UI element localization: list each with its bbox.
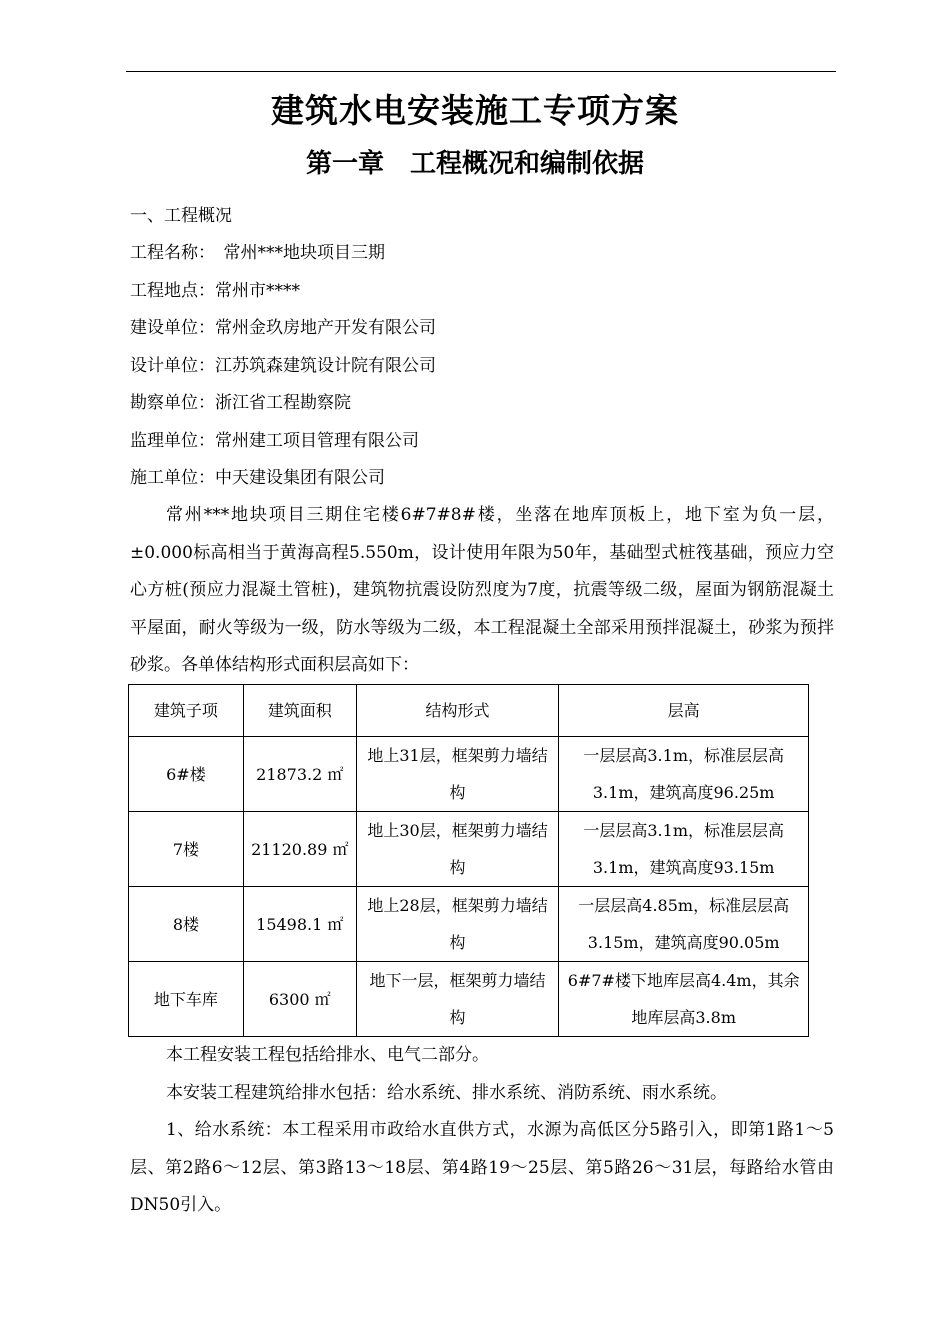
table-cell: 6#楼 [129, 737, 244, 812]
table-cell: 地上31层，框架剪力墙结构 [356, 737, 559, 812]
info-row-designer [130, 353, 436, 379]
table-cell: 6300 ㎡ [243, 962, 356, 1037]
info-row-contractor [130, 465, 385, 491]
info-label: 工程名称： [130, 243, 207, 263]
header-rule [126, 71, 836, 72]
table-cell: 地下车库 [129, 962, 244, 1037]
table-cell: 地下一层，框架剪力墙结构 [356, 962, 559, 1037]
info-row-project-name [130, 240, 385, 266]
header-cell: 层高 [559, 685, 809, 737]
info-row-surveyor [130, 390, 351, 416]
info-label: 监理单位： [130, 431, 215, 451]
info-value: 浙江省工程勘察院 [215, 393, 351, 413]
table-cell: 7楼 [129, 812, 244, 887]
info-value: 江苏筑森建筑设计院有限公司 [215, 356, 436, 376]
table-cell: 一层层高3.1m，标准层层高3.1m，建筑高度93.15m [559, 812, 809, 887]
chapter-heading: 第一章 工程概况和编制依据 [305, 149, 644, 179]
info-value: 常州市**** [215, 281, 300, 301]
info-label: 建设单位： [130, 318, 215, 338]
info-label: 设计单位： [130, 356, 215, 376]
table-row [129, 887, 809, 962]
building-spec-table [128, 684, 809, 1037]
document-title: 建筑水电安装施工专项方案 [271, 91, 679, 130]
info-label: 施工单位： [130, 468, 215, 488]
header-cell: 结构形式 [356, 685, 559, 737]
table-cell: 一层层高4.85m，标准层层高3.15m，建筑高度90.05m [559, 887, 809, 962]
table-cell: 8楼 [129, 887, 244, 962]
water-systems-paragraph: 本安装工程建筑给排水包括：给水系统、排水系统、消防系统、雨水系统。 [166, 1083, 727, 1103]
info-value: 常州建工项目管理有限公司 [215, 431, 419, 451]
info-value: 中天建设集团有限公司 [215, 468, 385, 488]
install-scope-paragraph: 本工程安装工程包括给排水、电气二部分。 [166, 1045, 489, 1065]
table-cell: 21120.89 ㎡ [243, 812, 356, 887]
table-cell: 6#7#楼下地库层高4.4m，其余地库层高3.8m [559, 962, 809, 1037]
info-row-supervisor [130, 428, 419, 454]
table-cell: 地上30层，框架剪力墙结构 [356, 812, 559, 887]
table-header-row [129, 685, 809, 737]
table-row [129, 737, 809, 812]
water-supply-paragraph: 1、给水系统：本工程采用市政给水直供方式，水源为高低区分5路引入，即第1路1～5层、第2路6～12层、第3路13～18层、第4路19～25层、第5路26～31层，每路给水管由DN50引入。 [130, 1120, 834, 1215]
overview-paragraph: 常州***地块项目三期住宅楼6#7#8#楼，坐落在地库顶板上，地下室为负一层，±0.000标高相当于黄海高程5.550m，设计使用年限为50年，基础型式桩筏基础，预应力空心方桩(预应力混凝土管桩)，建筑物抗震设防烈度为7度，抗震等级二级，屋面为钢筋混凝土平屋面，耐火等级为一级，防水等级为二级，本工程混凝土全部采用预拌混凝土，砂浆为预拌砂浆。各单体结构形式面积层高如下： [130, 505, 834, 675]
info-label: 工程地点： [130, 281, 215, 301]
header-cell: 建筑面积 [243, 685, 356, 737]
table-cell: 地上28层，框架剪力墙结构 [356, 887, 559, 962]
info-row-location [130, 278, 300, 304]
section-heading: 一、工程概况 [130, 206, 232, 226]
table-row [129, 812, 809, 887]
info-row-developer [130, 315, 436, 341]
table-cell: 21873.2 ㎡ [243, 737, 356, 812]
table-cell: 15498.1 ㎡ [243, 887, 356, 962]
header-cell: 建筑子项 [129, 685, 244, 737]
table-cell: 一层层高3.1m，标准层层高3.1m，建筑高度96.25m [559, 737, 809, 812]
info-value: 常州金玖房地产开发有限公司 [215, 318, 436, 338]
info-value: 常州***地块项目三期 [206, 243, 385, 263]
table-row [129, 962, 809, 1037]
info-label: 勘察单位： [130, 393, 215, 413]
